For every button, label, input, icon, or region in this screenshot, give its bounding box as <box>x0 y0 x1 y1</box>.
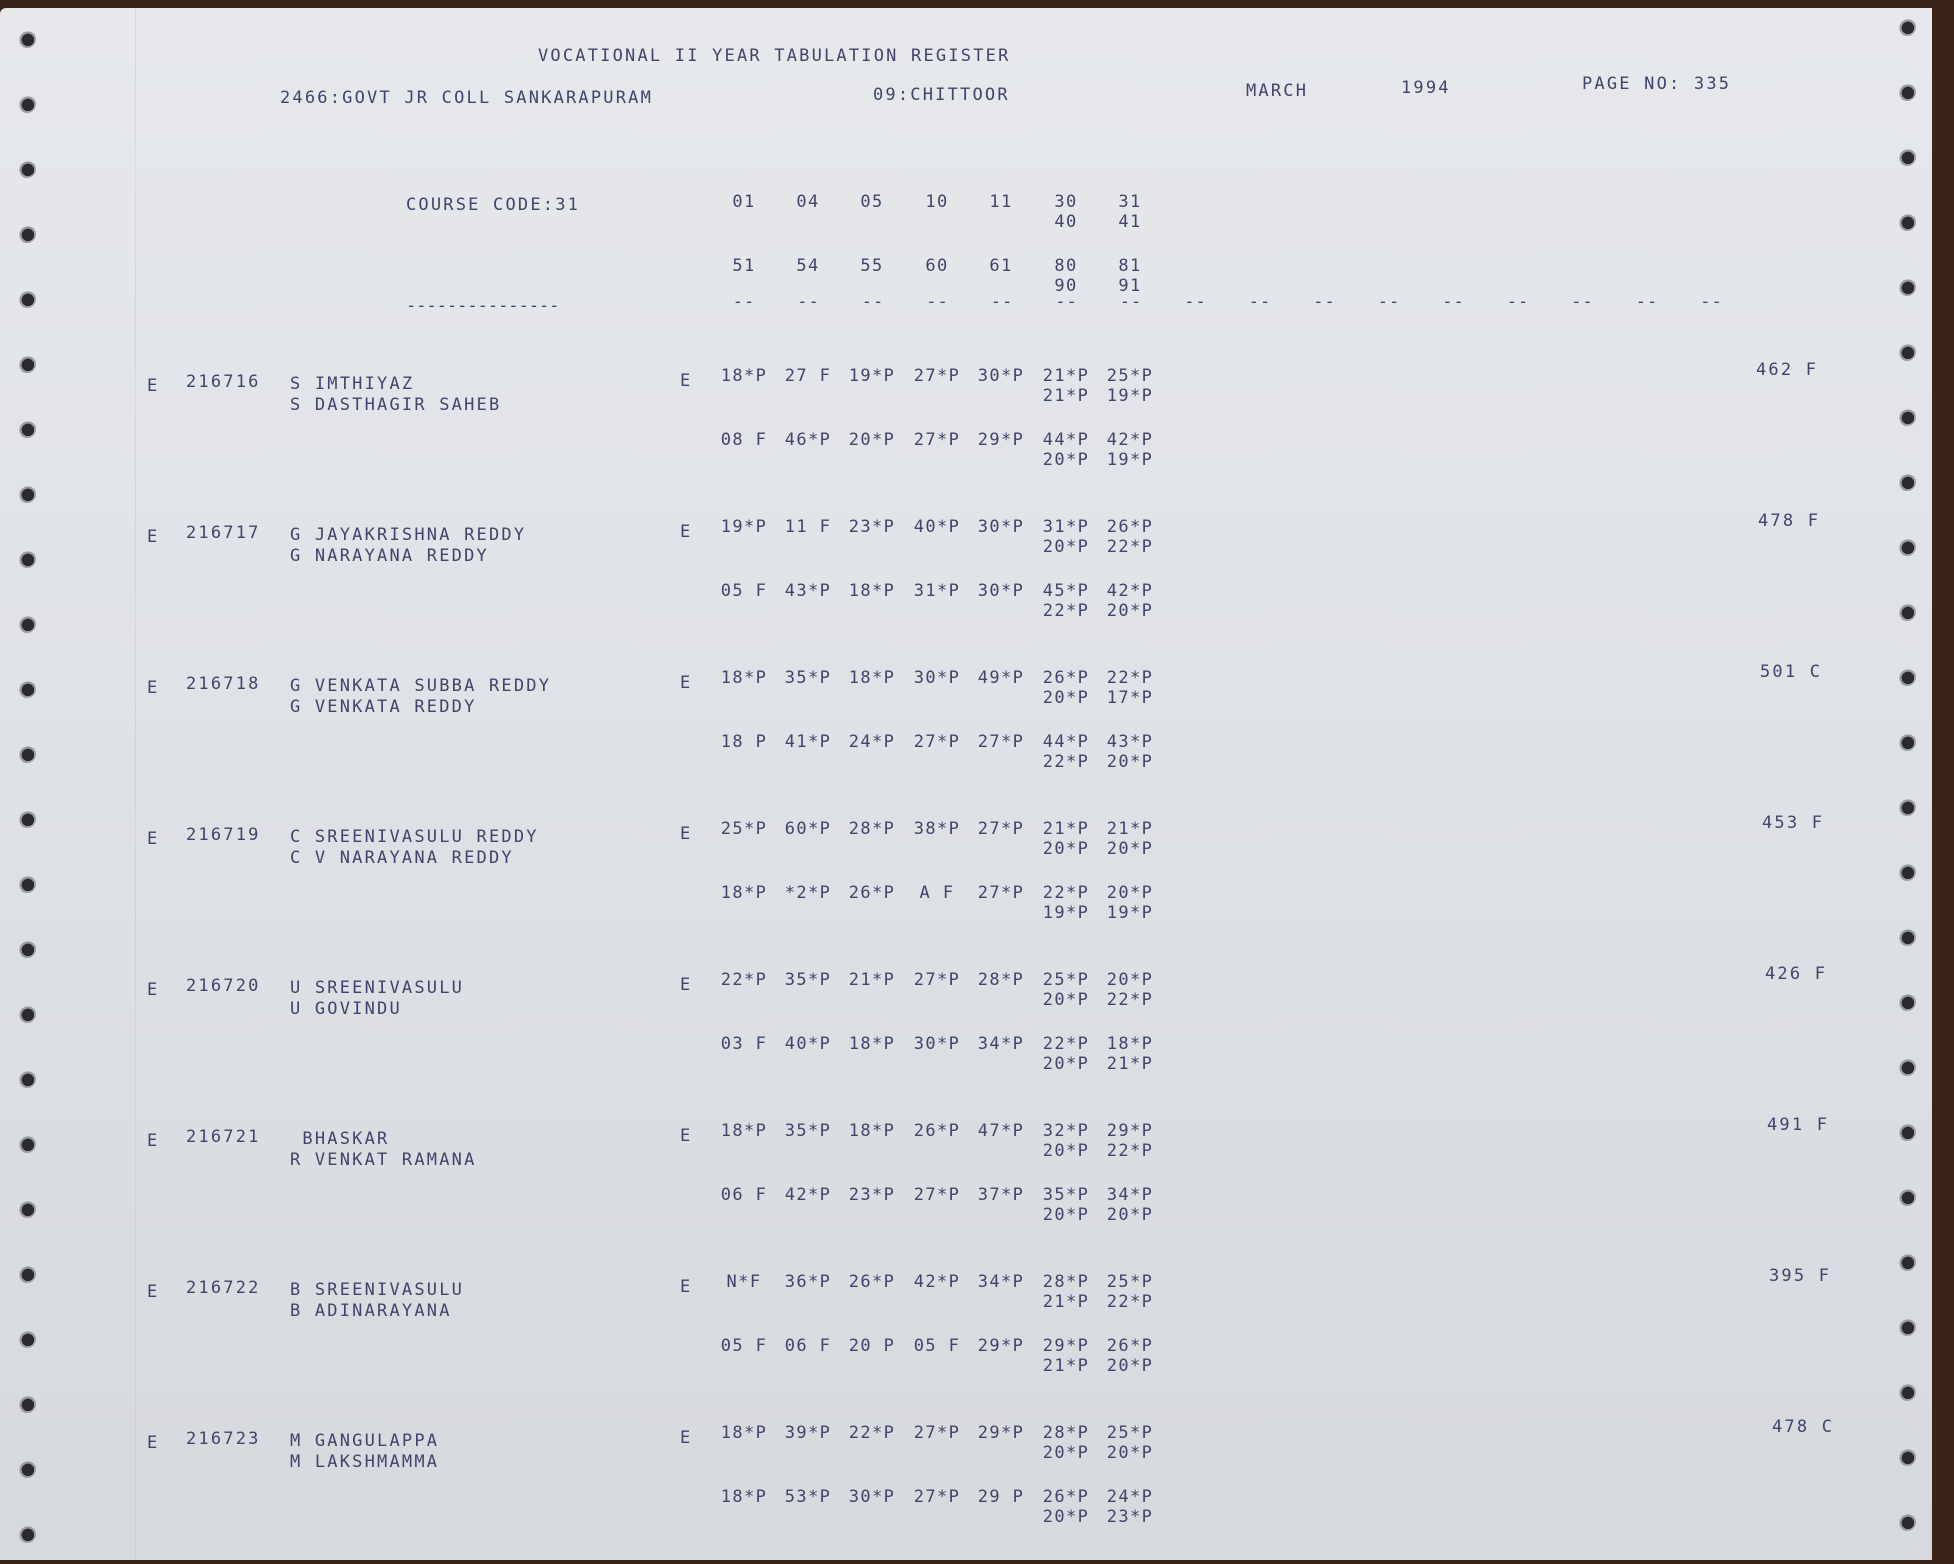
mark-cell: 36*P <box>784 1272 832 1292</box>
course-code: 31 <box>1118 192 1142 212</box>
mark-cell: 30*P <box>913 1034 961 1054</box>
father-name: C V NARAYANA REDDY <box>290 848 514 868</box>
exam-year: 1994 <box>1401 78 1451 98</box>
mark-cell-sub: 22*P <box>1042 752 1090 772</box>
mark-cell: 43*P <box>1106 732 1154 752</box>
father-name: U GOVINDU <box>290 999 402 1019</box>
tractor-hole <box>1898 278 1916 296</box>
mark-cell: 25*P <box>720 819 768 839</box>
column-dash: -- <box>1700 292 1723 312</box>
mark-cell-sub: 20*P <box>1042 1054 1090 1074</box>
mark-cell: 27*P <box>913 366 961 386</box>
mark-cell: 18*P <box>848 668 896 688</box>
mark-cell-sub: 20*P <box>1106 1443 1154 1463</box>
mark-cell: 42*P <box>913 1272 961 1292</box>
tractor-hole <box>1898 603 1916 621</box>
mark-cell: 26*P <box>1106 517 1154 537</box>
course-code: 10 <box>925 192 949 212</box>
mark-cell: 27*P <box>977 732 1025 752</box>
register-number: 216718 <box>186 674 261 694</box>
tractor-hole <box>1898 148 1916 166</box>
mark-cell: *2*P <box>784 883 832 903</box>
tractor-hole <box>18 1005 36 1023</box>
mark-cell-sub: 20*P <box>1042 990 1090 1010</box>
student-name: G VENKATA SUBBA REDDY <box>290 676 552 696</box>
tractor-hole <box>18 810 36 828</box>
mark-cell-sub: 22*P <box>1106 537 1154 557</box>
exam-type: E <box>147 829 160 849</box>
tractor-hole <box>1898 1058 1916 1076</box>
course-code: 60 <box>925 256 949 276</box>
mark-cell-sub: 19*P <box>1106 903 1154 923</box>
medium: E <box>680 673 693 693</box>
tractor-hole <box>18 1330 36 1348</box>
mark-cell: 30*P <box>913 668 961 688</box>
mark-cell: 30*P <box>848 1487 896 1507</box>
mark-cell-sub: 20*P <box>1042 688 1090 708</box>
mark-cell: 27*P <box>913 1185 961 1205</box>
column-dash: -- <box>990 292 1014 312</box>
exam-type: E <box>147 678 160 698</box>
student-name: B SREENIVASULU <box>290 1280 465 1300</box>
exam-type: E <box>147 980 160 1000</box>
mark-cell-sub: 22*P <box>1106 990 1154 1010</box>
medium: E <box>680 1126 693 1146</box>
mark-cell: 28*P <box>977 970 1025 990</box>
tractor-hole <box>1898 18 1916 36</box>
tractor-hole <box>1898 1513 1916 1531</box>
mark-cell: 25*P <box>1042 970 1090 990</box>
mark-cell: 27*P <box>977 819 1025 839</box>
tractor-hole <box>1898 1448 1916 1466</box>
mark-cell: 27*P <box>913 1487 961 1507</box>
mark-cell: 22*P <box>1106 668 1154 688</box>
mark-cell: 41*P <box>784 732 832 752</box>
tractor-hole <box>18 1265 36 1283</box>
father-name: G NARAYANA REDDY <box>290 546 489 566</box>
tractor-hole <box>1898 1188 1916 1206</box>
tractor-hole <box>18 1460 36 1478</box>
tractor-hole <box>1898 733 1916 751</box>
mark-cell-sub: 20*P <box>1106 752 1154 772</box>
mark-cell-sub: 21*P <box>1042 386 1090 406</box>
mark-cell: 18*P <box>848 1034 896 1054</box>
mark-cell: 29*P <box>1042 1336 1090 1356</box>
mark-cell-sub: 21*P <box>1106 1054 1154 1074</box>
course-code: 81 <box>1118 256 1142 276</box>
mark-cell-sub: 17*P <box>1106 688 1154 708</box>
mark-cell: 60*P <box>784 819 832 839</box>
student-name: BHASKAR <box>290 1129 390 1149</box>
mark-cell: 45*P <box>1042 581 1090 601</box>
tractor-hole <box>1898 343 1916 361</box>
exam-type: E <box>147 527 160 547</box>
exam-type: E <box>147 1433 160 1453</box>
medium: E <box>680 371 693 391</box>
register-number: 216722 <box>186 1278 261 1298</box>
mark-cell: 24*P <box>1106 1487 1154 1507</box>
column-dash: -- <box>1184 292 1207 312</box>
course-code-sub: 91 <box>1118 276 1142 296</box>
mark-cell: 53*P <box>784 1487 832 1507</box>
total-result: 462 F <box>1756 360 1819 380</box>
mark-cell: 32*P <box>1042 1121 1090 1141</box>
mark-cell: 20*P <box>848 430 896 450</box>
mark-cell-sub: 20*P <box>1042 1507 1090 1527</box>
mark-cell: 26*P <box>1042 668 1090 688</box>
mark-cell-sub: 19*P <box>1106 450 1154 470</box>
mark-cell: 42*P <box>1106 430 1154 450</box>
mark-cell: 42*P <box>1106 581 1154 601</box>
course-code-sub: 40 <box>1054 212 1078 232</box>
mark-cell: 27*P <box>913 970 961 990</box>
mark-cell: 22*P <box>1042 883 1090 903</box>
mark-cell: 24*P <box>848 732 896 752</box>
mark-cell: 34*P <box>977 1034 1025 1054</box>
tractor-hole <box>1898 473 1916 491</box>
medium: E <box>680 1277 693 1297</box>
course-code: 05 <box>860 192 884 212</box>
mark-cell: 08 F <box>720 430 768 450</box>
mark-cell: 26*P <box>1106 1336 1154 1356</box>
register-number: 216723 <box>186 1429 261 1449</box>
column-dash: -- <box>1442 292 1465 312</box>
column-dash: -- <box>926 292 949 312</box>
mark-cell: 28*P <box>1042 1423 1090 1443</box>
mark-cell: 30*P <box>977 366 1025 386</box>
tractor-hole <box>1898 1123 1916 1141</box>
tractor-hole <box>18 290 36 308</box>
student-name: C SREENIVASULU REDDY <box>290 827 539 847</box>
father-name: B ADINARAYANA <box>290 1301 452 1321</box>
column-dash: -- <box>1377 292 1401 312</box>
register-number: 216720 <box>186 976 261 996</box>
tractor-hole <box>18 485 36 503</box>
tractor-hole <box>1898 1318 1916 1336</box>
mark-cell: 06 F <box>784 1336 832 1356</box>
page-number: PAGE NO: 335 <box>1582 74 1732 94</box>
total-result: 501 C <box>1760 662 1823 682</box>
mark-cell: 37*P <box>977 1185 1025 1205</box>
tractor-hole <box>1898 993 1916 1011</box>
mark-cell: 30*P <box>977 517 1025 537</box>
mark-cell: 34*P <box>977 1272 1025 1292</box>
mark-cell: 19*P <box>848 366 896 386</box>
mark-cell-sub: 21*P <box>1042 1356 1090 1376</box>
exam-type: E <box>147 1282 160 1302</box>
register-number: 216717 <box>186 523 261 543</box>
mark-cell: 38*P <box>913 819 961 839</box>
tractor-hole <box>1898 1383 1916 1401</box>
tractor-hole <box>18 1200 36 1218</box>
mark-cell: 23*P <box>848 1185 896 1205</box>
course-code: 55 <box>860 256 884 276</box>
mark-cell: 26*P <box>913 1121 961 1141</box>
mark-cell: 35*P <box>784 1121 832 1141</box>
column-dash: -- <box>1119 292 1143 312</box>
tractor-hole <box>18 940 36 958</box>
column-dash: -- <box>797 292 820 312</box>
mark-cell: 42*P <box>784 1185 832 1205</box>
exam-type: E <box>147 376 160 396</box>
mark-cell: 03 F <box>720 1034 768 1054</box>
mark-cell: 27*P <box>913 1423 961 1443</box>
mark-cell: 20 P <box>848 1336 896 1356</box>
mark-cell: 27 F <box>784 366 832 386</box>
mark-cell: 21*P <box>1042 819 1090 839</box>
tractor-hole <box>18 1070 36 1088</box>
mark-cell: 25*P <box>1106 1272 1154 1292</box>
mark-cell: 29*P <box>977 1336 1025 1356</box>
column-dash: -- <box>732 292 756 312</box>
student-name: M GANGULAPPA <box>290 1431 440 1451</box>
mark-cell: 22*P <box>720 970 768 990</box>
mark-cell: 31*P <box>913 581 961 601</box>
tractor-hole <box>18 615 36 633</box>
mark-cell: 18*P <box>720 1121 768 1141</box>
mark-cell: 43*P <box>784 581 832 601</box>
tractor-hole <box>1898 83 1916 101</box>
mark-cell: 20*P <box>1106 970 1154 990</box>
mark-cell-sub: 20*P <box>1042 839 1090 859</box>
course-code: 80 <box>1054 256 1078 276</box>
tractor-hole <box>18 1525 36 1543</box>
tractor-hole <box>1898 863 1916 881</box>
tractor-hole <box>18 875 36 893</box>
mark-cell: 18*P <box>720 668 768 688</box>
column-dash: -- <box>861 292 885 312</box>
column-dash: -- <box>1635 292 1659 312</box>
mark-cell: 18 P <box>720 732 768 752</box>
mark-cell: 35*P <box>784 970 832 990</box>
mark-cell: 27*P <box>913 430 961 450</box>
mark-cell: 19*P <box>720 517 768 537</box>
course-code: 54 <box>796 256 820 276</box>
college-name: 2466:GOVT JR COLL SANKARAPURAM <box>280 88 654 108</box>
mark-cell: 34*P <box>1106 1185 1154 1205</box>
column-dash: -- <box>1055 292 1078 312</box>
father-name: S DASTHAGIR SAHEB <box>290 395 502 415</box>
tractor-hole <box>18 745 36 763</box>
tractor-hole <box>18 355 36 373</box>
mark-cell: 05 F <box>913 1336 961 1356</box>
mark-cell: 11 F <box>784 517 832 537</box>
mark-cell: 23*P <box>848 517 896 537</box>
exam-type: E <box>147 1131 160 1151</box>
student-name: U SREENIVASULU <box>290 978 465 998</box>
mark-cell: 27*P <box>977 883 1025 903</box>
course-code: 11 <box>989 192 1013 212</box>
mark-cell: 31*P <box>1042 517 1090 537</box>
tractor-hole <box>1898 538 1916 556</box>
mark-cell: 29*P <box>977 430 1025 450</box>
column-dash: -- <box>1571 292 1594 312</box>
course-code: 51 <box>732 256 756 276</box>
father-name: R VENKAT RAMANA <box>290 1150 477 1170</box>
mark-cell: 28*P <box>848 819 896 839</box>
mark-cell: 25*P <box>1106 366 1154 386</box>
mark-cell-sub: 22*P <box>1042 601 1090 621</box>
tractor-hole <box>18 30 36 48</box>
medium: E <box>680 522 693 542</box>
tractor-hole <box>18 680 36 698</box>
tractor-hole <box>1898 408 1916 426</box>
mark-cell: 44*P <box>1042 732 1090 752</box>
mark-cell: 35*P <box>1042 1185 1090 1205</box>
mark-cell: 40*P <box>913 517 961 537</box>
course-code: 61 <box>989 256 1013 276</box>
course-code-sub: 90 <box>1054 276 1078 296</box>
mark-cell: 47*P <box>977 1121 1025 1141</box>
tractor-hole <box>1898 1253 1916 1271</box>
mark-cell: 26*P <box>1042 1487 1090 1507</box>
medium: E <box>680 1428 693 1448</box>
course-underline: --------------- <box>406 296 560 316</box>
mark-cell-sub: 20*P <box>1106 601 1154 621</box>
mark-cell: 35*P <box>784 668 832 688</box>
total-result: 426 F <box>1765 964 1828 984</box>
mark-cell: 49*P <box>977 668 1025 688</box>
register-title: VOCATIONAL II YEAR TABULATION REGISTER <box>538 46 1011 66</box>
mark-cell: 18*P <box>720 1423 768 1443</box>
mark-cell: 21*P <box>1042 366 1090 386</box>
mark-cell: 25*P <box>1106 1423 1154 1443</box>
total-result: 453 F <box>1762 813 1825 833</box>
register-number: 216719 <box>186 825 261 845</box>
mark-cell-sub: 20*P <box>1106 1205 1154 1225</box>
mark-cell: 39*P <box>784 1423 832 1443</box>
course-code-label: COURSE CODE:31 <box>406 195 581 215</box>
mark-cell-sub: 20*P <box>1042 537 1090 557</box>
tractor-hole <box>18 1135 36 1153</box>
mark-cell: 26*P <box>848 883 896 903</box>
tractor-hole <box>18 160 36 178</box>
father-name: G VENKATA REDDY <box>290 697 477 717</box>
mark-cell: 20*P <box>1106 883 1154 903</box>
total-result: 478 C <box>1772 1417 1835 1437</box>
mark-cell: 18*P <box>720 366 768 386</box>
mark-cell: 05 F <box>720 1336 768 1356</box>
mark-cell: 18*P <box>1106 1034 1154 1054</box>
mark-cell-sub: 20*P <box>1106 1356 1154 1376</box>
register-number: 216721 <box>186 1127 261 1147</box>
tractor-hole <box>1898 798 1916 816</box>
mark-cell: 29*P <box>1106 1121 1154 1141</box>
tractor-hole <box>18 550 36 568</box>
mark-cell: 29 P <box>977 1487 1025 1507</box>
mark-cell: 18*P <box>848 581 896 601</box>
right-tractor-holes <box>1896 8 1920 1560</box>
mark-cell-sub: 23*P <box>1106 1507 1154 1527</box>
mark-cell: 30*P <box>977 581 1025 601</box>
mark-cell-sub: 19*P <box>1106 386 1154 406</box>
tractor-hole <box>18 420 36 438</box>
mark-cell: 40*P <box>784 1034 832 1054</box>
mark-cell: 22*P <box>1042 1034 1090 1054</box>
total-result: 478 F <box>1758 511 1821 531</box>
course-code-sub: 41 <box>1118 212 1142 232</box>
left-tractor-holes <box>16 8 40 1560</box>
mark-cell: 27*P <box>913 732 961 752</box>
total-result: 491 F <box>1767 1115 1830 1135</box>
student-name: G JAYAKRISHNA REDDY <box>290 525 527 545</box>
mark-cell: 05 F <box>720 581 768 601</box>
column-dash: -- <box>1313 292 1336 312</box>
mark-cell: 28*P <box>1042 1272 1090 1292</box>
tractor-hole <box>1898 928 1916 946</box>
tractor-hole <box>1898 668 1916 686</box>
exam-month: MARCH <box>1246 81 1309 101</box>
column-dash: -- <box>1506 292 1530 312</box>
father-name: M LAKSHMAMMA <box>290 1452 440 1472</box>
tractor-hole <box>18 95 36 113</box>
course-code: 04 <box>796 192 820 212</box>
medium: E <box>680 975 693 995</box>
mark-cell-sub: 22*P <box>1106 1141 1154 1161</box>
mark-cell: 21*P <box>848 970 896 990</box>
mark-cell: 21*P <box>1106 819 1154 839</box>
course-code: 30 <box>1054 192 1078 212</box>
mark-cell: 18*P <box>720 883 768 903</box>
mark-cell-sub: 22*P <box>1106 1292 1154 1312</box>
mark-cell: 44*P <box>1042 430 1090 450</box>
mark-cell-sub: 20*P <box>1042 1205 1090 1225</box>
student-name: S IMTHIYAZ <box>290 374 415 394</box>
mark-cell: N*F <box>726 1272 762 1292</box>
mark-cell: A F <box>919 883 955 903</box>
mark-cell: 22*P <box>848 1423 896 1443</box>
mark-cell: 46*P <box>784 430 832 450</box>
medium: E <box>680 824 693 844</box>
total-result: 395 F <box>1769 1266 1832 1286</box>
register-sheet <box>0 8 1932 1560</box>
district-name: 09:CHITTOOR <box>873 85 1010 105</box>
mark-cell-sub: 20*P <box>1042 1443 1090 1463</box>
tractor-hole <box>18 225 36 243</box>
mark-cell-sub: 21*P <box>1042 1292 1090 1312</box>
mark-cell: 18*P <box>720 1487 768 1507</box>
mark-cell-sub: 20*P <box>1042 450 1090 470</box>
tractor-hole <box>1898 213 1916 231</box>
course-code: 01 <box>732 192 756 212</box>
mark-cell: 18*P <box>848 1121 896 1141</box>
column-dash: -- <box>1248 292 1272 312</box>
mark-cell: 26*P <box>848 1272 896 1292</box>
mark-cell: 06 F <box>720 1185 768 1205</box>
mark-cell-sub: 20*P <box>1042 1141 1090 1161</box>
mark-cell-sub: 20*P <box>1106 839 1154 859</box>
mark-cell: 29*P <box>977 1423 1025 1443</box>
mark-cell-sub: 19*P <box>1042 903 1090 923</box>
register-number: 216716 <box>186 372 261 392</box>
tractor-hole <box>18 1395 36 1413</box>
